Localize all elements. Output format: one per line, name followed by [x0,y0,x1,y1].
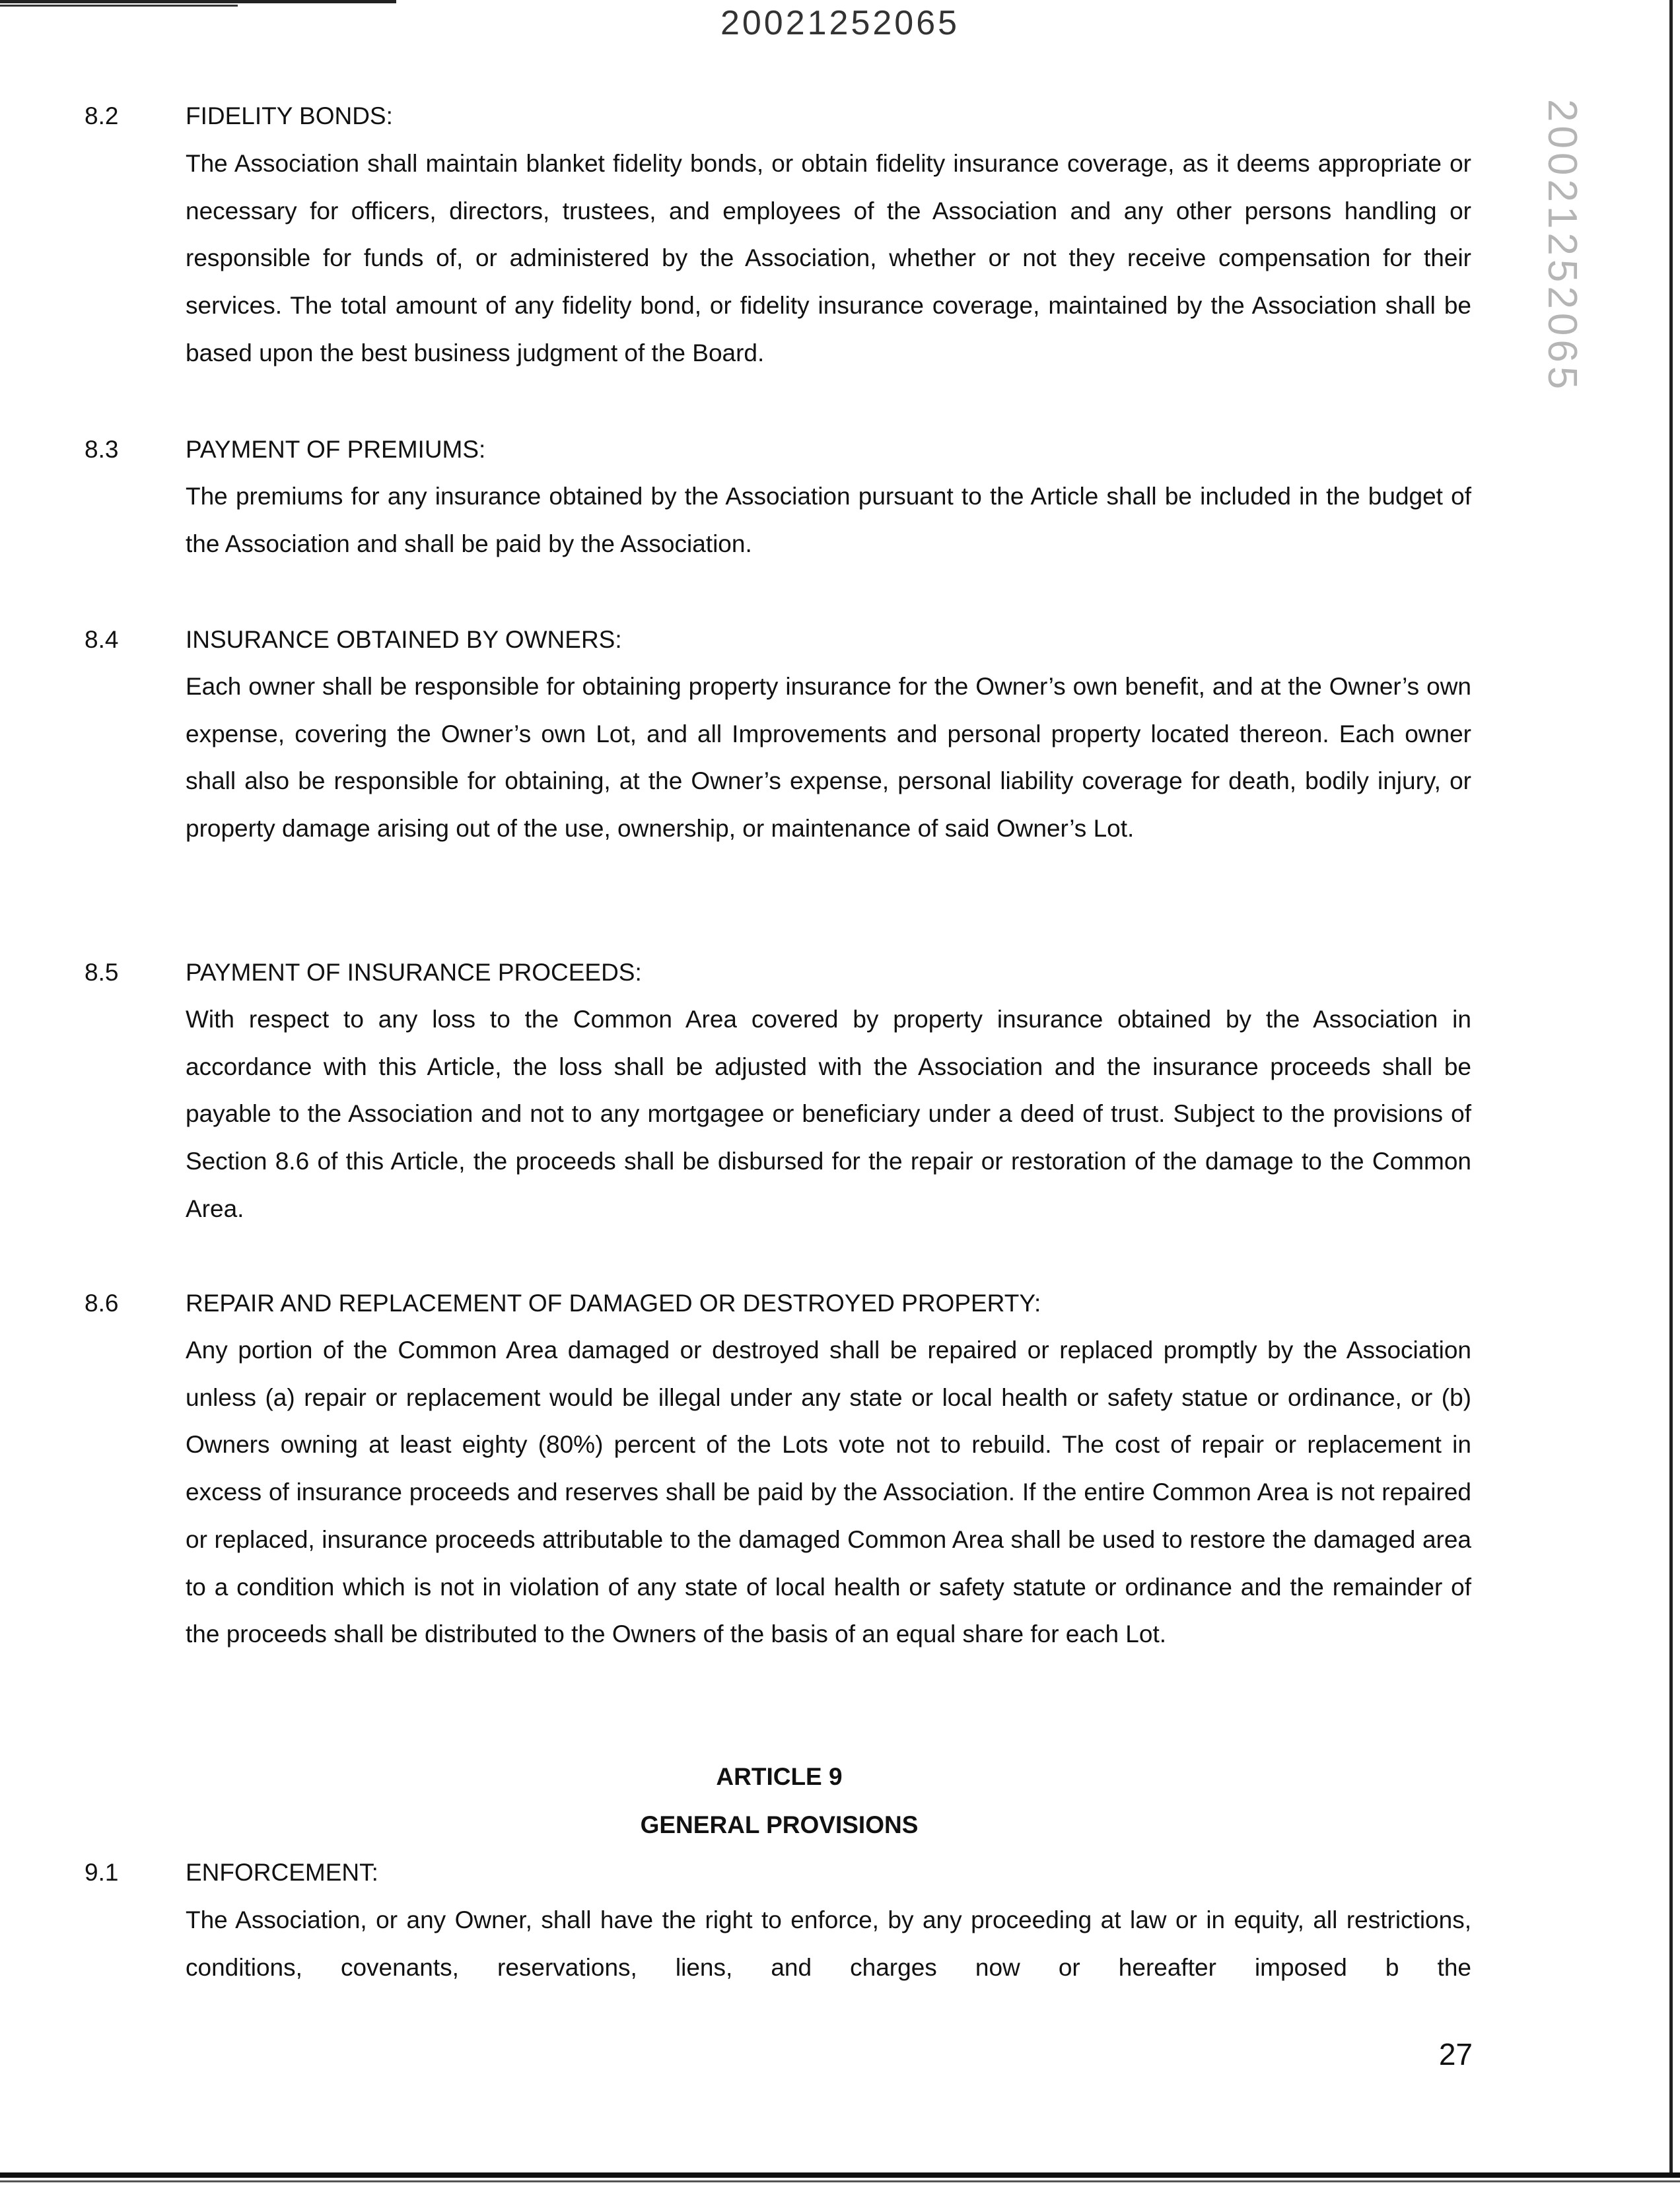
document-id: 20021252065 [720,4,960,42]
section-body: The Association shall maintain blanket fidelity bonds, or obtain fidelity insurance coverage, as it deems appropriate or necessary for officers, directors, trustees, and employees of the Association and any other persons handling or responsible for funds of, or administered by the Association, whether or not they receive compensation for their services. The total amount of any fidelity bond, or fidelity insurance coverage, maintained by the Association shall be based upon the best business judgment of the Board. [186,150,1471,366]
section-title: INSURANCE OBTAINED BY OWNERS: [186,626,622,653]
section-title: PAYMENT OF PREMIUMS: [186,436,486,463]
section-number: 8.6 [85,1290,119,1317]
section-title: REPAIR AND REPLACEMENT OF DAMAGED OR DESTROYED PROPERTY: [186,1290,1041,1317]
section-body: With respect to any loss to the Common Area covered by property insurance obtained by the Association in accordance with this Article, the loss shall be adjusted with the Association and the insurance proceeds shall be payable to the Association and not to any mortgagee or beneficiary under a deed of trust. Subject to the provisions of Section 8.6 of this Article, the proceeds shall be disbursed for the repair or restoration of the damage to the Common Area. [186,1006,1471,1222]
article-subheading: GENERAL PROVISIONS [640,1811,919,1838]
section-number: 8.5 [85,959,119,986]
section-number: 8.4 [85,626,119,653]
section-number: 8.2 [85,102,119,129]
section-title: ENFORCEMENT: [186,1859,378,1886]
section-body: Any portion of the Common Area damaged or destroyed shall be repaired or replaced promptly by the Association unless (a) repair or replacement would be illegal under any state or local health or safety statue or ordinance, or (b) Owners owning at least eighty (80%) percent of the Lots vote not to rebuild. The cost of repair or replacement in excess of insurance proceeds and reserves shall be paid by the Association. If the entire Common Area is not repaired or replaced, insurance proceeds attributable to the damaged Common Area shall be used to restore the damaged area to a condition which is not in violation of any state of local health or safety statute or ordinance and the remainder of the proceeds shall be distributed to the Owners of the basis of an equal share for each Lot. [186,1336,1471,1648]
right-edge-rule [1669,0,1673,2172]
bottom-rule-secondary [0,2180,1680,2182]
section-number: 8.3 [85,436,119,463]
section-body: The Association, or any Owner, shall have the right to enforce, by any proceeding at law or in equity, all restrictions, conditions, covenants, reservations, liens, and charges now or hereafter imposed b the [186,1906,1471,1981]
section-title: FIDELITY BONDS: [186,102,393,129]
page-number: 27 [1438,2037,1473,2071]
section-title: PAYMENT OF INSURANCE PROCEEDS: [186,959,642,986]
article-heading: ARTICLE 9 [716,1763,843,1790]
bottom-rule [0,2172,1680,2178]
section-body: Each owner shall be responsible for obtaining property insurance for the Owner’s own benefit, and at the Owner’s own expense, covering the Owner’s own Lot, and all Improvements and personal property located thereon. Each owner shall also be responsible for obtaining, at the Owner’s expense, personal liability coverage for death, bodily injury, or property damage arising out of the use, ownership, or maintenance of said Owner’s Lot. [186,673,1471,843]
section-number: 9.1 [85,1859,119,1886]
side-stamp: 20021252065 [1539,99,1585,394]
section-body: The premiums for any insurance obtained by the Association pursuant to the Article shall be included in the budget of the Association and shall be paid by the Association. [186,483,1471,557]
